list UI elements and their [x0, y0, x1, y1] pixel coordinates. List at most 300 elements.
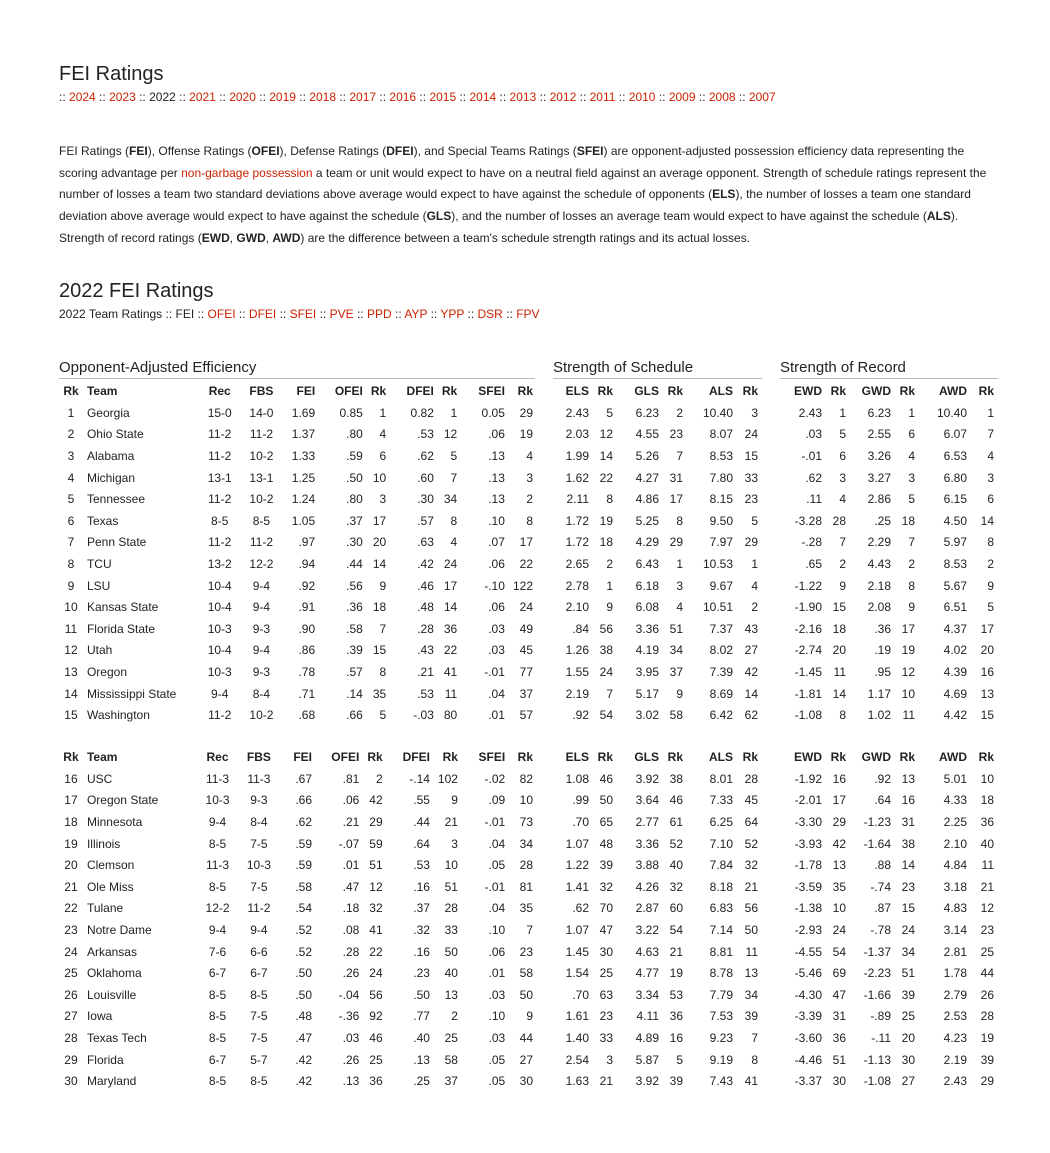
cell-ewd-rk: 2: [839, 556, 846, 571]
cell-gls-rk: 38: [669, 771, 683, 786]
cell-dfei-rk: 3: [451, 836, 458, 851]
cell-rk: 16: [64, 771, 78, 786]
cell-els: 1.63: [565, 1074, 589, 1089]
cell-awd-rk: 36: [980, 814, 994, 829]
cell-gls: 5.87: [635, 1052, 659, 1067]
cell-els-rk: 47: [599, 922, 613, 937]
cell-rk: 7: [67, 535, 75, 550]
cell-rk: 22: [64, 901, 78, 916]
cell-als: 7.97: [709, 535, 733, 550]
cell-gwd: -1.37: [863, 944, 891, 959]
year-link-2007[interactable]: 2007: [748, 90, 776, 104]
cell-gwd: 1.02: [867, 708, 891, 723]
cell-ewd: -1.92: [794, 771, 822, 786]
non-garbage-possession-link[interactable]: non-garbage possession: [181, 165, 313, 180]
cell-ewd-rk: 35: [832, 879, 846, 894]
cell-dfei-rk: 5: [450, 448, 458, 463]
cell-als-rk: 41: [744, 1074, 758, 1089]
table-row: [555, 445, 762, 467]
cell-sfei-rk: 49: [519, 621, 533, 636]
cell-awd-rk: 1: [987, 405, 994, 420]
cell-fbs: 8-4: [250, 814, 268, 829]
cell-sfei-rk: 50: [519, 987, 533, 1002]
table-row: [59, 467, 537, 489]
cell-als-rk: 28: [744, 771, 758, 786]
cell-awd: 6.51: [943, 600, 967, 615]
cell-fbs: 12-2: [249, 556, 274, 571]
cell-fbs: 11-3: [247, 771, 271, 786]
desc-text: ) are opponent-adjusted possession efficiency data representing the scoring advantage per: [59, 144, 965, 180]
cell-ewd-rk: 47: [832, 987, 846, 1002]
table-row: [555, 553, 762, 575]
year-link-2010[interactable]: 2010: [628, 90, 656, 104]
table-row: [555, 532, 762, 554]
desc-abbr: SFEI: [576, 144, 604, 158]
cell-awd-rk: 11: [981, 858, 994, 873]
ratings-link-ppd[interactable]: PPD: [366, 307, 392, 321]
desc-abbr: EWD: [201, 230, 230, 245]
cell-ewd: -2.93: [794, 922, 822, 937]
cell-rk: 2: [67, 427, 75, 442]
cell-gls: 4.77: [635, 966, 659, 981]
ratings-link-ypp[interactable]: YPP: [440, 307, 465, 321]
cell-fei: .86: [298, 643, 316, 658]
year-nav: [59, 90, 776, 104]
cell-sfei: .04: [488, 836, 506, 851]
cell-ewd: -4.55: [794, 944, 822, 959]
cell-fbs: 9-3: [250, 793, 268, 808]
cell-gwd: 2.29: [867, 535, 891, 550]
column-header: EWD: [794, 750, 822, 764]
cell-team: Washington: [86, 708, 150, 723]
ratings-link-dsr[interactable]: DSR: [477, 307, 503, 321]
year-link-2023[interactable]: 2023: [109, 90, 136, 104]
cell-awd-rk: 13: [980, 686, 994, 701]
cell-ofei-rk: 9: [379, 578, 387, 593]
cell-gwd-rk: 11: [902, 708, 915, 723]
cell-awd-rk: 14: [980, 513, 994, 528]
cell-awd-rk: 19: [980, 1030, 994, 1045]
cell-als-rk: 52: [744, 836, 758, 851]
cell-els: 1.41: [565, 879, 589, 894]
cell-ofei-rk: 20: [372, 535, 387, 550]
cell-els-rk: 50: [599, 793, 613, 808]
year-link-2020[interactable]: 2020: [229, 90, 256, 104]
cell-gwd: -.78: [870, 922, 891, 937]
cell-dfei-rk: 12: [443, 427, 458, 442]
cell-fbs: 11-2: [247, 901, 271, 916]
cell-els-rk: 23: [599, 1009, 613, 1024]
cell-gwd-rk: 34: [901, 944, 915, 959]
cell-els-rk: 9: [606, 600, 613, 615]
table-row: [59, 833, 537, 855]
cell-ofei: .08: [342, 922, 360, 937]
cell-els-rk: 38: [599, 643, 613, 658]
cell-awd: 1.78: [943, 966, 967, 981]
cell-sfei: -.02: [484, 771, 506, 786]
year-link-2008[interactable]: 2008: [708, 90, 736, 104]
cell-gls: 4.26: [635, 879, 659, 894]
separator: ::: [59, 90, 70, 104]
cell-fei: 1.69: [291, 405, 316, 420]
cell-rec: 11-2: [208, 492, 232, 507]
column-header: ALS: [709, 384, 733, 398]
cell-gwd: 4.43: [867, 556, 891, 571]
cell-gls-rk: 37: [669, 664, 683, 679]
cell-gwd-rk: 15: [901, 901, 915, 916]
cell-gls: 4.27: [635, 470, 659, 485]
cell-els-rk: 48: [599, 836, 613, 851]
cell-ewd: -.01: [801, 448, 822, 463]
cell-dfei: .50: [413, 987, 430, 1002]
year-link-2021[interactable]: 2021: [189, 90, 216, 104]
cell-awd-rk: 18: [980, 793, 994, 808]
cell-ofei: .39: [346, 643, 363, 658]
cell-fei: 1.24: [291, 492, 316, 507]
table-row: [782, 640, 998, 662]
desc-text: ), Offense Ratings (: [147, 144, 252, 158]
record-table-bottom: [782, 746, 998, 1092]
cell-gwd-rk: 18: [901, 513, 915, 528]
cell-els-rk: 8: [606, 492, 613, 507]
cell-rec: 11-2: [208, 448, 232, 463]
year-link-2017[interactable]: 2017: [349, 90, 377, 104]
desc-text: ) are the difference between a team's schedule strength ratings and its actual losses.: [300, 230, 751, 245]
cell-sfei: .03: [488, 1030, 506, 1045]
ratings-link-pve[interactable]: PVE: [329, 307, 354, 321]
cell-als-rk: 14: [744, 686, 758, 701]
cell-als: 9.23: [709, 1030, 733, 1045]
cell-als-rk: 21: [744, 879, 758, 894]
ratings-nav-prefix: 2022 Team Ratings: [59, 307, 163, 321]
column-header: EWD: [794, 384, 822, 398]
cell-awd-rk: 3: [987, 470, 994, 485]
table-row: [782, 876, 998, 898]
cell-ewd-rk: 42: [832, 836, 846, 851]
cell-ofei: .44: [346, 556, 363, 571]
cell-gwd-rk: 12: [901, 664, 915, 679]
cell-awd-rk: 44: [980, 966, 994, 981]
cell-els: 1.99: [565, 448, 589, 463]
column-header: AWD: [939, 750, 967, 764]
cell-sfei-rk: 81: [519, 879, 533, 894]
cell-rec: 15-0: [207, 405, 232, 420]
cell-dfei: .43: [417, 643, 434, 658]
year-link-2024[interactable]: 2024: [69, 90, 96, 104]
cell-sfei: -.01: [484, 814, 506, 829]
year-link-2009[interactable]: 2009: [668, 90, 696, 104]
cell-rk: 30: [64, 1074, 78, 1089]
cell-als-rk: 2: [751, 600, 758, 615]
cell-fei: 1.33: [291, 448, 316, 463]
cell-els: 1.26: [565, 643, 589, 658]
cell-sfei: .03: [488, 643, 505, 658]
cell-gwd: 2.86: [867, 492, 891, 507]
cell-ofei: .57: [346, 664, 363, 679]
cell-ewd: -3.59: [794, 879, 822, 894]
cell-ewd-rk: 31: [832, 1009, 846, 1024]
cell-rec: 9-4: [208, 922, 227, 937]
cell-ofei-rk: 14: [372, 556, 387, 571]
cell-ofei: .14: [346, 686, 363, 701]
cell-gwd: -.74: [870, 879, 891, 894]
ratings-link-fpv[interactable]: FPV: [516, 307, 540, 321]
cell-rec: 13-2: [207, 556, 232, 571]
cell-gwd-rk: 30: [901, 1052, 915, 1067]
table-row: [59, 941, 537, 963]
separator: ::: [391, 307, 405, 321]
cell-rk: 27: [64, 1009, 78, 1024]
cell-ewd-rk: 10: [832, 901, 846, 916]
year-link-2015[interactable]: 2015: [429, 90, 457, 104]
column-header: Rk: [899, 750, 915, 764]
cell-awd-rk: 6: [987, 492, 994, 507]
table-row: [59, 445, 537, 467]
column-header: GLS: [634, 384, 659, 398]
cell-team: Notre Dame: [86, 922, 152, 937]
cell-als-rk: 8: [751, 1052, 758, 1067]
cell-dfei: .77: [413, 1009, 430, 1024]
cell-rk: 26: [64, 987, 78, 1002]
desc-text: ,: [265, 230, 273, 245]
cell-rec: 11-3: [205, 771, 230, 786]
column-header: Rk: [517, 750, 533, 764]
cell-dfei-rk: 11: [444, 686, 458, 701]
cell-ofei: .37: [346, 513, 363, 528]
cell-els: 1.72: [565, 513, 589, 528]
separator: ::: [376, 90, 390, 104]
cell-fbs: 9-4: [250, 922, 268, 937]
cell-ewd-rk: 15: [832, 600, 846, 615]
cell-els: 2.11: [566, 492, 589, 507]
cell-dfei: .28: [417, 621, 434, 636]
desc-abbr: DFEI: [386, 144, 414, 158]
table-row: [555, 424, 762, 446]
separator: ::: [502, 307, 517, 321]
column-header: GWD: [861, 384, 891, 398]
cell-rk: 23: [64, 922, 78, 937]
cell-team: Michigan: [86, 470, 135, 485]
cell-fbs: 13-1: [249, 470, 274, 485]
cell-ofei-rk: 12: [369, 879, 383, 894]
cell-als: 7.43: [709, 1074, 733, 1089]
schedule-table-bottom: [555, 746, 762, 1092]
cell-awd-rk: 15: [980, 708, 994, 723]
cell-als: 10.51: [702, 600, 733, 615]
ratings-link-ayp[interactable]: AYP: [404, 307, 428, 321]
cell-dfei-rk: 7: [450, 470, 458, 485]
cell-els: 1.72: [565, 535, 589, 550]
cell-awd: 2.79: [943, 987, 967, 1002]
cell-als: 7.14: [709, 922, 733, 937]
cell-awd: 2.25: [943, 814, 967, 829]
cell-rec: 11-3: [205, 858, 230, 873]
cell-gwd: .36: [874, 621, 891, 636]
cell-als: 8.78: [709, 966, 733, 981]
cell-ewd: -.28: [801, 535, 822, 550]
table-row: [782, 833, 998, 855]
cell-dfei-rk: 36: [443, 621, 458, 636]
ratings-link-ofei[interactable]: OFEI: [207, 307, 236, 321]
cell-gwd: 2.55: [867, 427, 891, 442]
cell-rec: 13-1: [207, 470, 232, 485]
cell-rk: 15: [64, 708, 78, 723]
year-link-2016[interactable]: 2016: [389, 90, 417, 104]
cell-als-rk: 13: [744, 966, 758, 981]
cell-sfei-rk: 7: [526, 922, 533, 937]
ratings-link-sfei[interactable]: SFEI: [289, 307, 317, 321]
cell-als-rk: 39: [744, 1009, 758, 1024]
cell-dfei-rk: 4: [450, 535, 458, 550]
column-header: Rk: [742, 384, 758, 398]
cell-rk: 11: [64, 621, 78, 636]
cell-dfei: .16: [413, 944, 430, 959]
table-row: [59, 704, 537, 726]
cell-els-rk: 2: [606, 556, 613, 571]
cell-awd-rk: 39: [980, 1052, 994, 1067]
cell-dfei-rk: 41: [443, 664, 458, 679]
cell-ewd-rk: 36: [832, 1030, 846, 1045]
cell-fbs: 10-3: [246, 858, 271, 873]
table-row: [555, 984, 762, 1006]
cell-ofei-rk: 8: [379, 664, 387, 679]
cell-rk: 24: [64, 944, 78, 959]
cell-fei: .67: [295, 771, 312, 786]
cell-team: Alabama: [86, 448, 135, 463]
year-link-2013[interactable]: 2013: [509, 90, 537, 104]
cell-gwd-rk: 7: [908, 535, 915, 550]
table-row: [555, 962, 762, 984]
cell-fei: .50: [295, 987, 312, 1002]
cell-gwd-rk: 13: [901, 771, 915, 786]
cell-els: .70: [572, 987, 589, 1002]
cell-fbs: 7-5: [250, 836, 268, 851]
cell-dfei: .46: [417, 578, 434, 593]
cell-als-rk: 33: [744, 470, 758, 485]
cell-dfei-rk: 80: [443, 708, 458, 723]
cell-fei: .47: [295, 1030, 312, 1045]
table-row: [59, 553, 537, 575]
cell-ofei-rk: 92: [369, 1009, 383, 1024]
cell-rec: 8-5: [208, 1030, 227, 1045]
cell-fei: .59: [295, 858, 312, 873]
table-header-row: [555, 746, 762, 768]
cell-awd: 6.07: [943, 427, 967, 442]
cell-gls-rk: 29: [669, 535, 683, 550]
cell-ofei: .50: [346, 470, 363, 485]
cell-els: 2.10: [565, 600, 589, 615]
cell-sfei-rk: 29: [519, 405, 533, 420]
table-row: [555, 876, 762, 898]
cell-gls: 3.64: [635, 793, 659, 808]
table-row: [555, 402, 762, 424]
column-header: ELS: [565, 384, 589, 398]
cell-els: 1.45: [565, 944, 589, 959]
cell-dfei: .53: [417, 427, 434, 442]
table-row: [59, 488, 537, 510]
cell-sfei: .03: [488, 987, 506, 1002]
cell-ofei-rk: 41: [369, 922, 383, 937]
cell-gls-rk: 58: [669, 708, 683, 723]
column-header: OFEI: [331, 750, 360, 764]
cell-sfei-rk: 73: [519, 814, 533, 829]
cell-sfei-rk: 37: [519, 686, 533, 701]
cell-els: 1.62: [565, 470, 589, 485]
cell-gwd-rk: 38: [901, 836, 915, 851]
cell-als: 6.83: [709, 901, 733, 916]
cell-team: Oregon: [86, 664, 127, 679]
cell-ofei-rk: 17: [372, 513, 387, 528]
cell-rec: 8-5: [208, 1009, 227, 1024]
cell-ewd: -2.01: [794, 793, 822, 808]
cell-awd-rk: 17: [980, 621, 994, 636]
cell-rk: 6: [67, 513, 75, 528]
column-header: GLS: [634, 750, 659, 764]
table-row: [59, 768, 537, 790]
separator: ::: [276, 307, 290, 321]
cell-als-rk: 34: [744, 987, 758, 1002]
cell-rk: 1: [67, 405, 75, 420]
cell-dfei: .25: [413, 1074, 430, 1089]
separator: ::: [295, 90, 310, 104]
cell-gwd: 2.08: [867, 600, 891, 615]
year-link-2019[interactable]: 2019: [269, 90, 296, 104]
year-link-2011[interactable]: 2011: [589, 90, 616, 104]
cell-team: Clemson: [86, 858, 135, 873]
cell-sfei-rk: 30: [519, 1074, 533, 1089]
cell-rec: 12-2: [205, 901, 230, 916]
cell-ofei-rk: 18: [372, 600, 387, 615]
year-link-2018[interactable]: 2018: [309, 90, 336, 104]
cell-els: 2.54: [565, 1052, 589, 1067]
cell-els-rk: 21: [599, 1074, 613, 1089]
cell-ewd: -2.16: [794, 621, 822, 636]
cell-team: Tennessee: [86, 492, 146, 507]
cell-dfei-rk: 21: [444, 814, 458, 829]
cell-ewd-rk: 11: [833, 664, 846, 679]
ratings-nav: [59, 307, 540, 321]
cell-awd-rk: 12: [980, 901, 994, 916]
ratings-link-dfei[interactable]: DFEI: [248, 307, 277, 321]
cell-ewd: -4.30: [794, 987, 822, 1002]
table-row: [555, 510, 762, 532]
cell-ewd: -1.38: [794, 901, 822, 916]
desc-abbr: ELS: [712, 187, 736, 202]
year-link-2014[interactable]: 2014: [469, 90, 497, 104]
column-header: Rk: [63, 750, 79, 764]
table-row: [782, 553, 998, 575]
cell-gwd-rk: 9: [908, 600, 915, 615]
table-row: [782, 1027, 998, 1049]
table-row: [555, 768, 762, 790]
table-row: [782, 919, 998, 941]
table-row: [59, 984, 537, 1006]
cell-ofei: -.36: [338, 1009, 360, 1024]
cell-ofei: .28: [342, 944, 360, 959]
cell-els-rk: 18: [599, 535, 613, 550]
table-row: [59, 661, 537, 683]
cell-sfei-rk: 23: [519, 944, 533, 959]
cell-gls: 3.92: [635, 771, 659, 786]
cell-als-rk: 3: [751, 405, 758, 420]
cell-ewd: .65: [805, 556, 822, 571]
cell-gls-rk: 31: [669, 470, 683, 485]
year-link-2012[interactable]: 2012: [549, 90, 577, 104]
cell-dfei-rk: 1: [450, 405, 458, 420]
table-row: [555, 575, 762, 597]
table-row: [59, 532, 537, 554]
cell-gwd: .19: [874, 643, 891, 658]
